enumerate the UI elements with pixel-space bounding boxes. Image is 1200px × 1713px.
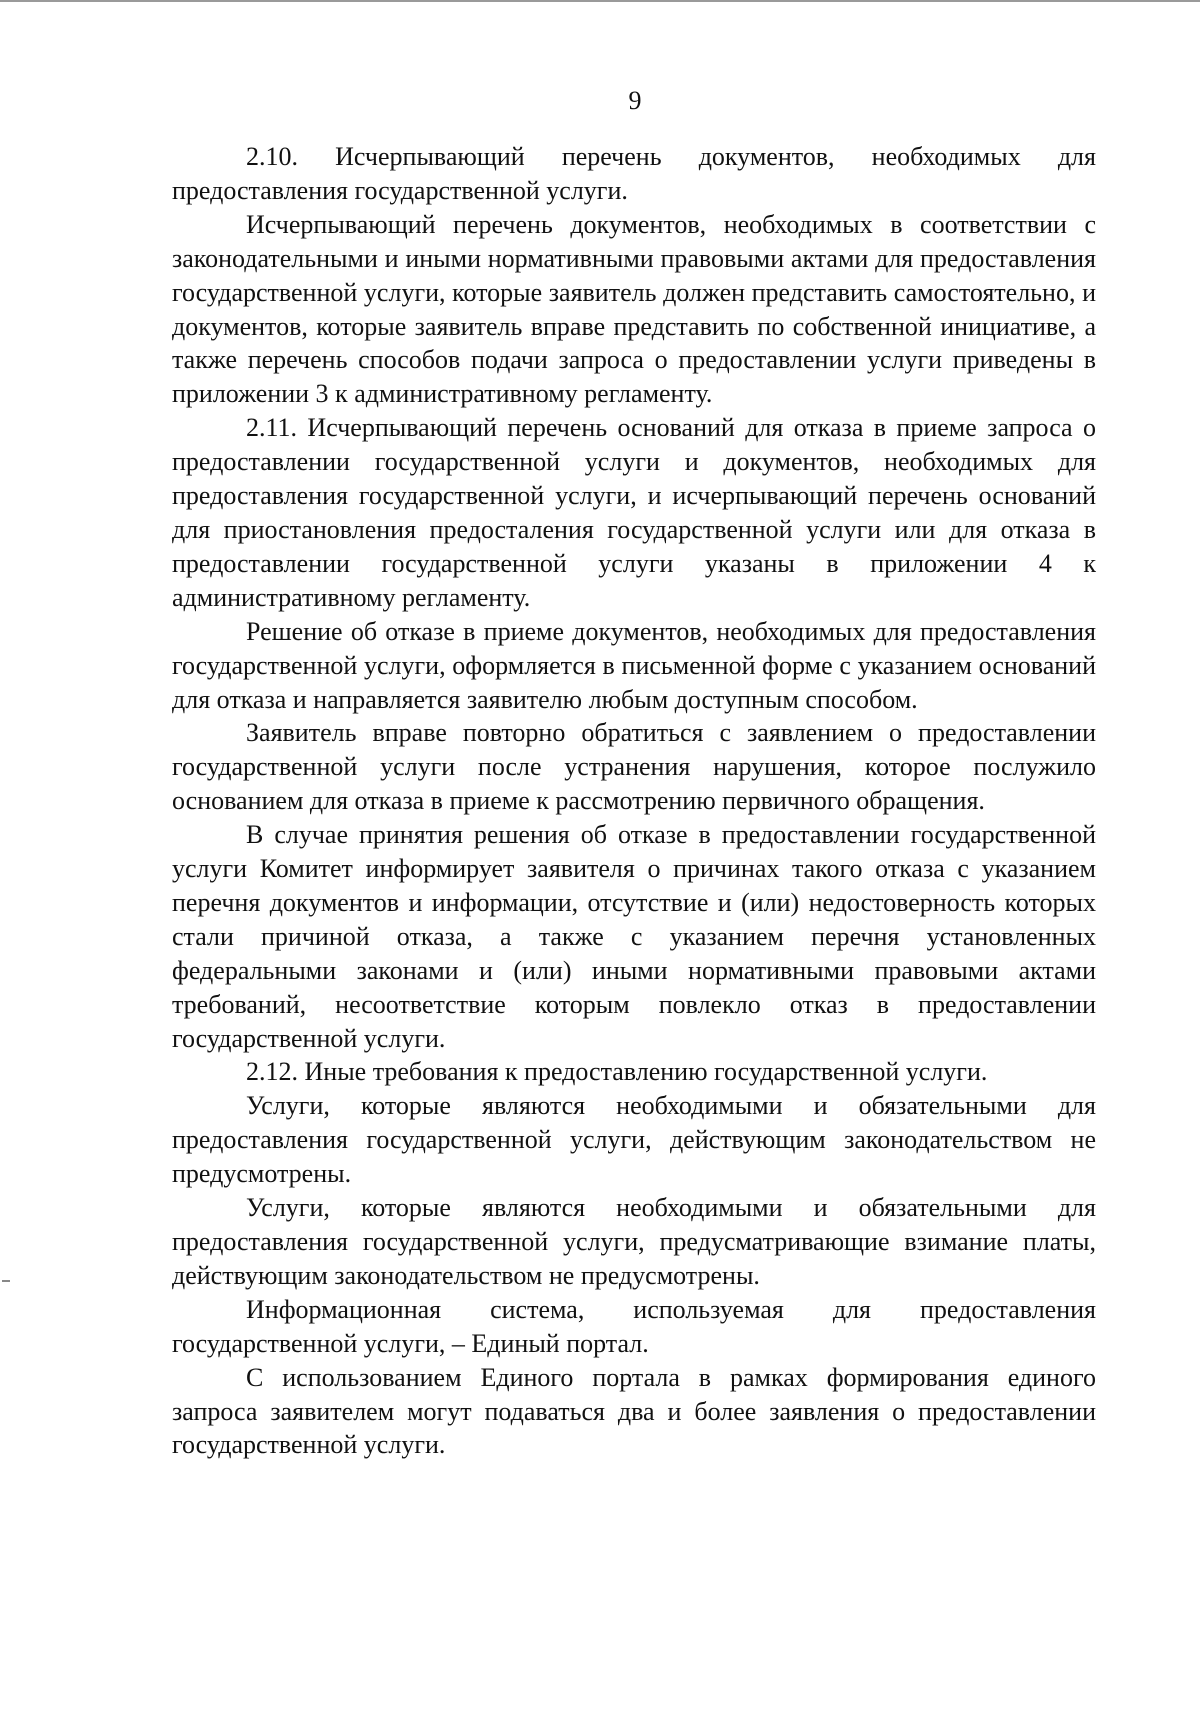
document-body — [172, 140, 1096, 1462]
page-top-edge — [0, 0, 1200, 2]
paragraph-document-list: Исчерпывающий перечень документов, необходимых в соответствии с законодательными и иными нормативными правовыми актами для предоставления государственной услуги, которые заявитель должен представить самостоятельно, и документов, которые заявитель вправе представить по собственной инициативе, а также перечень способов подачи запроса о предоставлении услуги приведены в приложении 3 к административному регламенту. — [172, 209, 1096, 409]
paragraph-refusal-decision: Решение об отказе в приеме документов, необходимых для предоставления государственной услуги, оформляется в письменной форме с указанием оснований для отказа и направляется заявителю любым доступным способом. — [172, 616, 1096, 714]
paragraph-unified-request: С использованием Единого портала в рамках формирования единого запроса заявителем могут подаваться два и более заявления о предоставлении государственной услуги. — [172, 1362, 1096, 1460]
scan-mark — [2, 1280, 10, 1282]
paragraph-2-10-heading: 2.10. Исчерпывающий перечень документов, необходимых для предоставления государственной услуги. — [172, 142, 1096, 205]
paragraph-paid-services: Услуги, которые являются необходимыми и обязательными для предоставления государственной услуги, предусматривающие взимание платы, действующим законодательством не предусмотрены. — [172, 1193, 1096, 1290]
paragraph-refusal-notification: В случае принятия решения об отказе в предоставлении государственной услуги Комитет информирует заявителя о причинах такого отказа с указанием перечня документов и информации, отсутствие и (или) недостоверность которых стали причиной отказа, а также с указанием перечня установленных федеральными законами и (или) иными нормативными правовыми актами требований, несоответствие которым повлекло отказ в предоставлении государственной услуги. — [172, 820, 1096, 1053]
paragraph-2-12-heading: 2.12. Иные требования к предоставлению государственной услуги. — [246, 1057, 988, 1087]
paragraph-reapplication: Заявитель вправе повторно обратиться с заявлением о предоставлении государственной услуги после устранения нарушения, которое послужило основанием для отказа в приеме к рассмотрению первичного обращения. — [172, 718, 1096, 816]
paragraph-2-11-refusal-grounds: 2.11. Исчерпывающий перечень оснований для отказа в приеме запроса о предоставлении государственной услуги и документов, необходимых для предоставления государственной услуги, и исчерпывающий перечень оснований для приостановления предосталения государственной услуги или для отказа в предоставлении государственной услуги указаны в приложении 4 к административному регламенту. — [172, 413, 1096, 612]
paragraph-required-services: Услуги, которые являются необходимыми и обязательными для предоставления государственной услуги, действующим законодательством не предусмотрены. — [172, 1091, 1096, 1189]
paragraph-information-system: Информационная система, используемая для предоставления государственной услуги, – Единый портал. — [172, 1294, 1096, 1358]
page-number: 9 — [628, 86, 642, 115]
